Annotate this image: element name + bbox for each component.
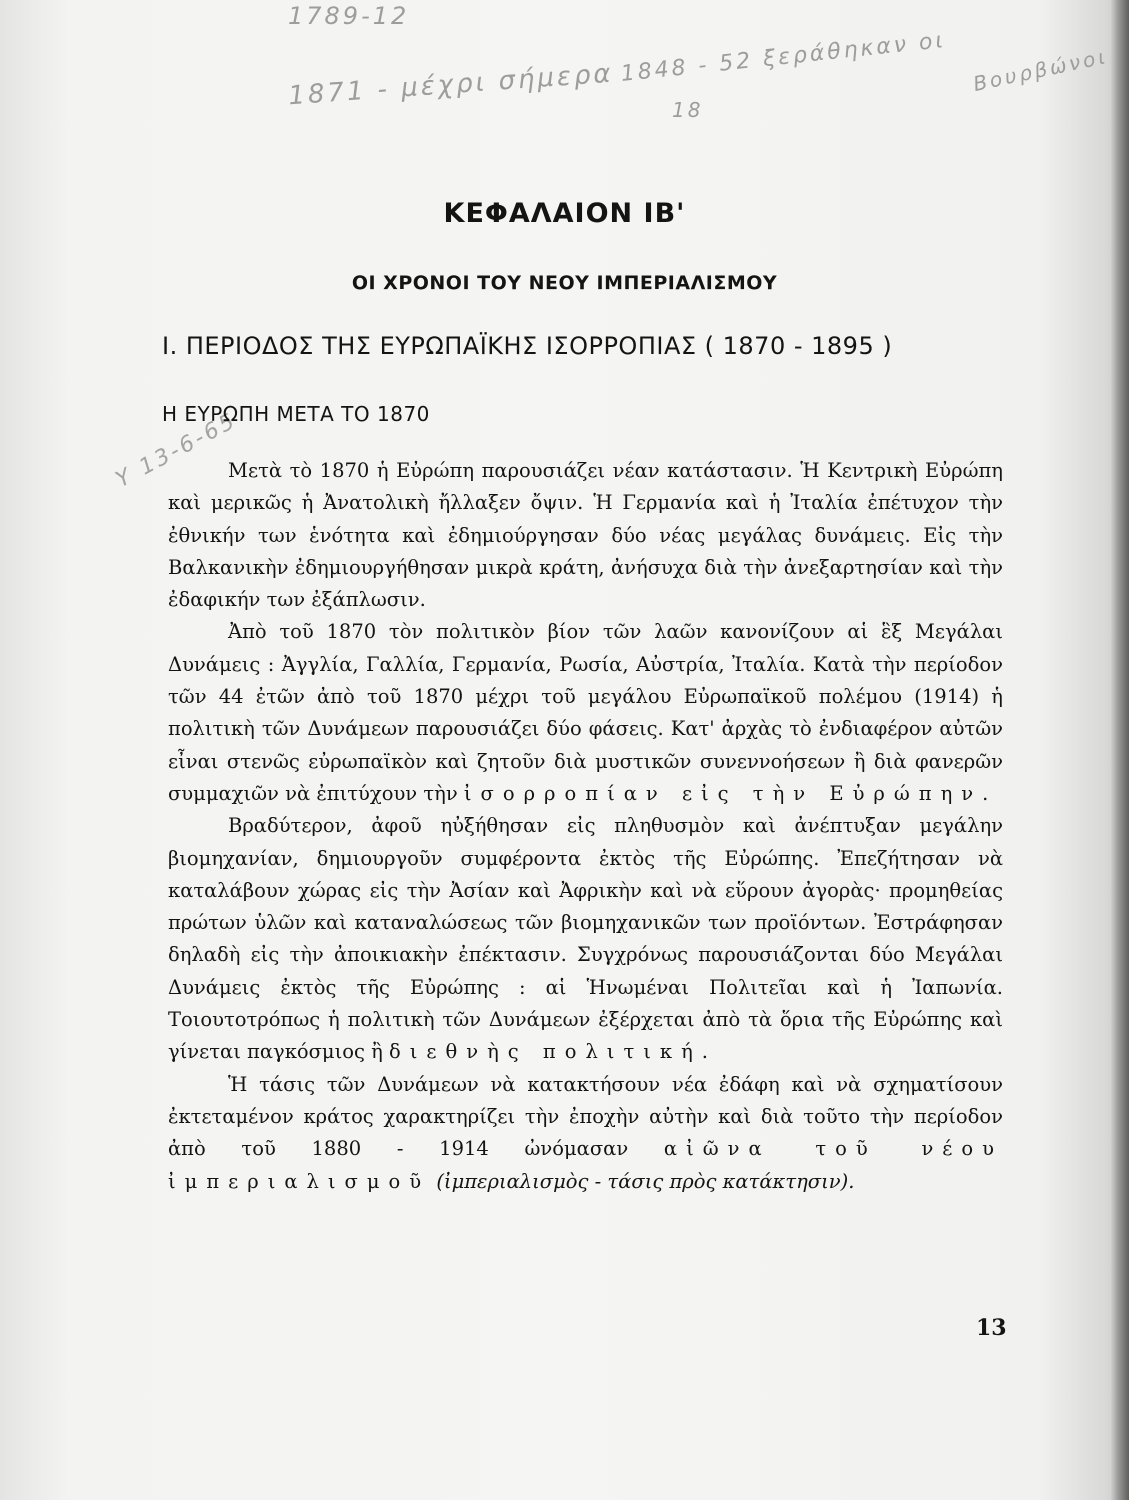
chapter-title: ΚΕΦΑΛΑΙΟΝ ΙΒ'	[443, 198, 686, 229]
pencil-note-top: 1789-12	[288, 2, 410, 30]
italic-gloss: (ἰμπεριαλισμὸς - τάσις πρὸς κατάκτησιν).	[436, 1169, 855, 1193]
pencil-note-far-right: Βουρβώνοι	[971, 44, 1110, 96]
paragraph-3-text: Βραδύτερον, ἀφοῦ ηὐξήθησαν εἰς πληθυσμὸν καὶ ἀνέπτυξαν μεγάλην βιομηχανίαν, δημιουργοῦν συμφέροντα ἐκτὸς τῆς Εὐρώπης. Ἐπεζήτησαν νὰ καταλάβουν χώρας εἰς τὴν Ἀσίαν καὶ Ἀφρικὴν καὶ νὰ εὕρουν ἀγορὰς· προμηθείας πρώτων ὑλῶν καὶ καταναλώσεως τῶν βιομηχανικῶν των προϊόντων. Ἐστράφησαν δηλαδὴ εἰς τὴν ἀποικιακὴν ἐπέκτασιν. Συγχρόνως παρουσιάζονται δύο Μεγάλαι Δυνάμεις ἐκτὸς τῆς Εὐρώπης : αἱ Ἡνωμέναι Πολιτεῖαι καὶ ἡ Ἰαπωνία. Τοιουτοτρόπως ἡ πολιτικὴ τῶν Δυνάμεων ἐξέρχεται ἀπὸ τὰ ὅρια τῆς Εὐρώπης καὶ γίνεται παγκόσμιος ἢ	[168, 814, 1003, 1064]
pencil-note-small: 18	[672, 98, 704, 122]
subsection-heading: Η ΕΥΡΩΠΗ ΜΕΤΑ ΤΟ 1870	[162, 402, 430, 426]
paragraph-2-text: Ἀπὸ τοῦ 1870 τὸν πολιτικὸν βίον τῶν λαῶν κανονίζουν αἱ ἓξ Μεγάλαι Δυνάμεις : Ἀγγλία, Γαλλία, Γερμανία, Ρωσία, Αὐστρία, Ἰταλία. Κατὰ τὴν περίοδον τῶν 44 ἐτῶν ἀπὸ τοῦ 1870 μέχρι τοῦ μεγάλου Εὐρωπαϊκοῦ πολέμου (1914) ἡ πολιτικὴ τῶν Δυνάμεων παρουσιάζει δύο φάσεις. Κατ' ἀρχὰς τὸ ἐνδιαφέρον αὐτῶν εἶναι στενῶς εὐρωπαϊκὸν καὶ ζητοῦν διὰ μυστικῶν συνεννοήσεων ἢ διὰ φανερῶν συμμαχιῶν νὰ ἐπιτύχουν τὴν	[168, 620, 1003, 805]
emphasis-spaced: διεθνὴς πολιτική.	[389, 1040, 717, 1064]
paragraph-4-text: Ἡ τάσις τῶν Δυνάμεων νὰ κατακτήσουν νέα ἐδάφη καὶ νὰ σχηματίσουν ἐκτεταμένον κράτος χαρακτηρίζει τὴν ἐποχὴν αὐτὴν καὶ διὰ τοῦτο τὴν περίοδον ἀπὸ τοῦ 1880 - 1914 ὠνόμασαν	[168, 1072, 1003, 1161]
paragraph-3	[168, 810, 1003, 1068]
paragraph-4	[168, 1069, 1003, 1198]
paragraph-2	[168, 616, 1003, 810]
paragraph-1: Μετὰ τὸ 1870 ἡ Εὐρώπη παρουσιάζει νέαν κατάστασιν. Ἡ Κεντρικὴ Εὐρώπη καὶ μερικῶς ἡ Ἀνατολικὴ ἤλλαξεν ὄψιν. Ἡ Γερμανία καὶ ἡ Ἰταλία ἐπέτυχον τὴν ἐθνικήν των ἑνότητα καὶ ἐδημιούργησαν δύο νέας μεγάλας δυνάμεις. Εἰς τὴν Βαλκανικὴν ἐδημιουργήθησαν μικρὰ κράτη, ἀνήσυχα διὰ τὴν ἀνεξαρτησίαν καὶ τὴν ἐδαφικήν των ἐξάπλωσιν.	[168, 459, 1003, 612]
pencil-note-year: 1871 - μέχρι σήμερα	[287, 58, 615, 112]
page-number: 13	[976, 1315, 1007, 1341]
chapter-subtitle: ΟΙ ΧΡΟΝΟΙ ΤΟΥ ΝΕΟΥ ΙΜΠΕΡΙΑΛΙΣΜΟΥ	[351, 272, 778, 294]
emphasis-spaced: αἰῶνα τοῦ νέου ἰμπεριαλισμοῦ	[168, 1137, 1004, 1193]
pencil-note-right: 1848 - 52 ξεράθηκαν οι	[619, 27, 948, 88]
body-text	[168, 455, 1003, 1198]
section-heading: Ι. ΠΕΡΙΟΔΟΣ ΤΗΣ ΕΥΡΩΠΑΪΚΗΣ ΙΣΟΡΡΟΠΙΑΣ ( 1870 - 1895 )	[162, 332, 893, 360]
pencil-note-margin: Υ 13-6-65	[111, 408, 242, 493]
emphasis-spaced: ἰσορροπίαν εἰς τὴν Εὐρώπην.	[463, 781, 998, 805]
